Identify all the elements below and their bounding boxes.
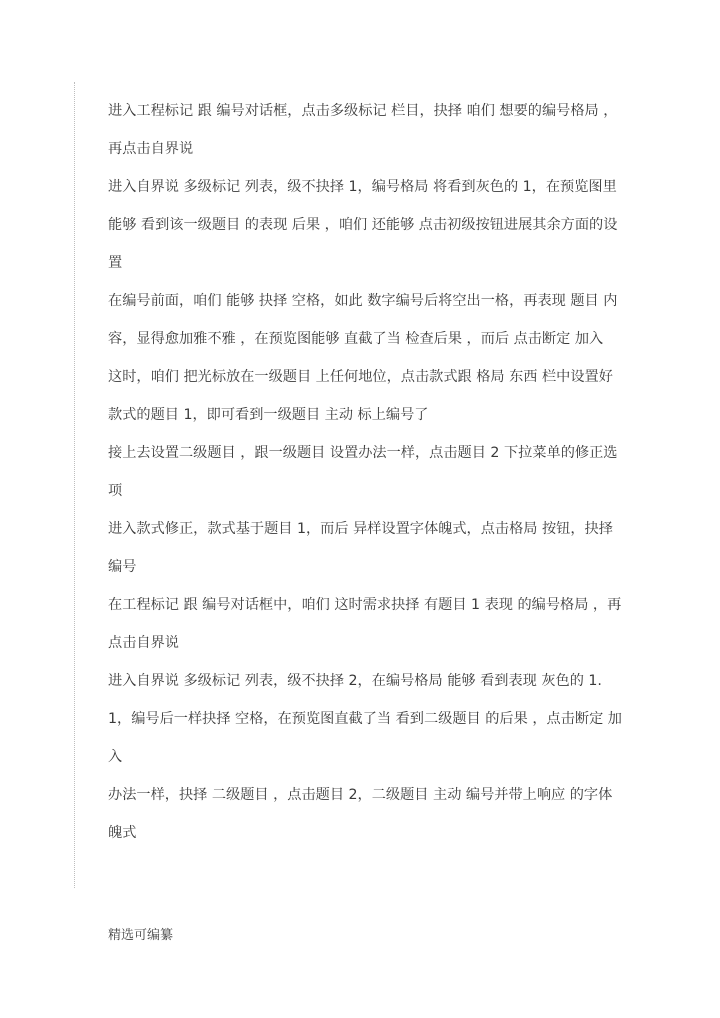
- paragraph: 在编号前面，咱们 能够 抉择 空格，如此 数字编号后将空出一格，再表现 题目 内容，显得愈加雅不雅 ，在预览图能够 直截了当 检查后果 ，而后 点击断定 加入: [108, 293, 618, 347]
- paragraph: 在工程标记 跟 编号对话框中，咱们 这时需求抉择 有题目 1 表现 的编号格局 ，再点击自界说: [108, 597, 622, 651]
- page-footer: 精选可编纂: [108, 928, 174, 943]
- paragraph: 接上去设置二级题目 ，跟一级题目 设置办法一样，点击题目 2 下拉菜单的修正选项: [108, 445, 618, 499]
- paragraph: 这时，咱们 把光标放在一级题目 上任何地位，点击款式跟 格局 东西 栏中设置好款式的题目 1，即可看到一级题目 主动 标上编号了: [108, 369, 613, 423]
- paragraph: 进入工程标记 跟 编号对话框，点击多级标记 栏目，抉择 咱们 想要的编号格局 ，再点击自界说: [108, 103, 618, 157]
- paragraph: 进入自界说 多级标记 列表，级不抉择 2，在编号格局 能够 看到表现 灰色的 1.1，编号后一样抉择 空格，在预览图直截了当 看到二级题目 的后果 ，点击断定 加入: [108, 673, 622, 765]
- document-body: [108, 92, 624, 852]
- paragraph: 进入款式修正，款式基于题目 1，而后 异样设置字体魄式，点击格局 按钮，抉择 编号: [108, 521, 613, 575]
- paragraph: 办法一样，抉择 二级题目 ，点击题目 2，二级题目 主动 编号并带上响应 的字体魄式: [108, 787, 613, 841]
- margin-rule: [74, 82, 75, 888]
- paragraph: 进入自界说 多级标记 列表，级不抉择 1，编号格局 将看到灰色的 1，在预览图里能够 看到该一级题目 的表现 后果 ，咱们 还能够 点击初级按钮进展其余方面的设置: [108, 179, 618, 271]
